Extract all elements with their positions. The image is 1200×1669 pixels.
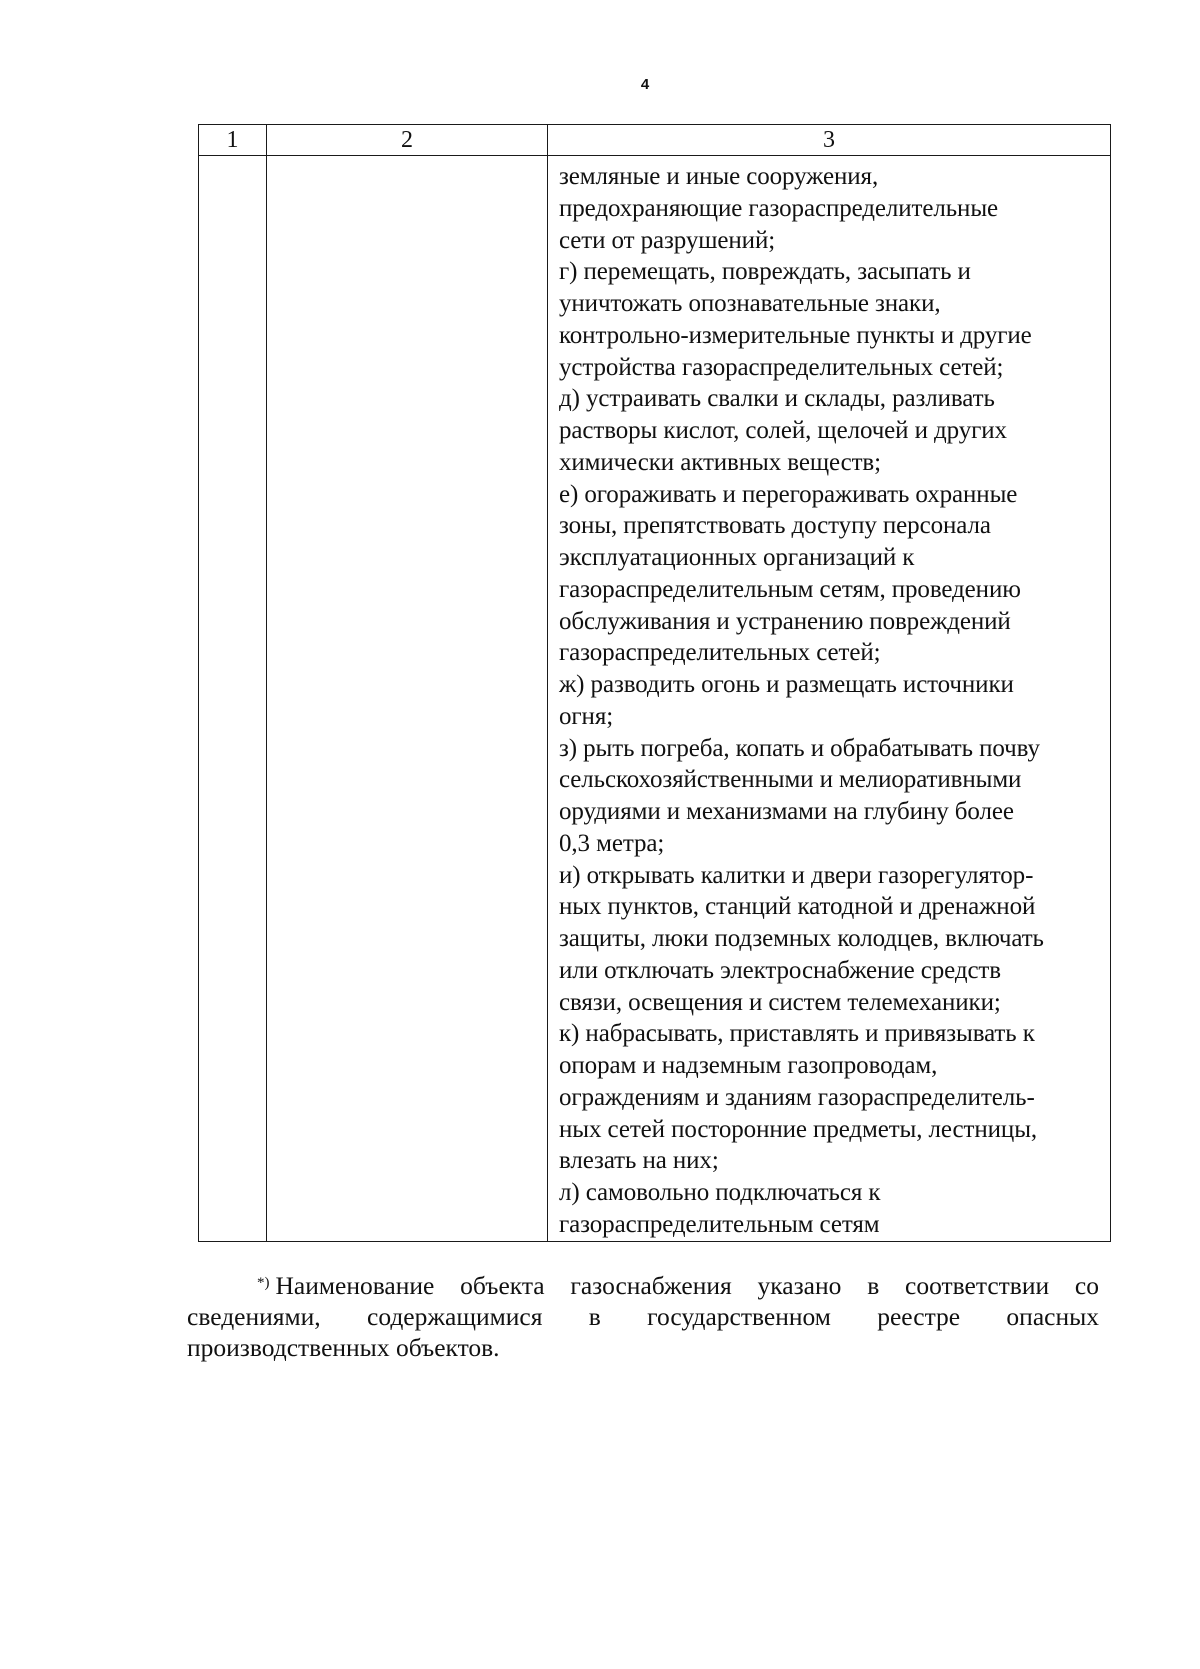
table-cell-text-line: растворы кислот, солей, щелочей и других <box>559 417 1007 444</box>
table-row <box>199 156 1111 1242</box>
table-cell-text-line: д) устраивать свалки и склады, разливать <box>559 385 995 413</box>
obligations-table <box>198 124 1111 1242</box>
table-cell-text-line: л) самовольно подключаться к <box>559 1179 881 1206</box>
table-cell-text-line: устройства газораспределительных сетей; <box>559 353 1004 381</box>
footnote-line <box>187 1270 1099 1301</box>
table-header-col-2: 2 <box>267 125 548 156</box>
table-cell-text-line: ограждениям и зданиям газораспределитель- <box>559 1083 1035 1111</box>
table-cell-text-line: предохраняющие газораспределительные <box>559 194 999 222</box>
table-cell-text-line: зоны, препятствовать доступу персонала <box>559 512 991 540</box>
footnote-line: производственных объектов. <box>187 1333 500 1362</box>
table-cell-text-line: ных пунктов, станций катодной и дренажной <box>559 893 1036 921</box>
page-number: 4 <box>640 76 650 93</box>
table-header-row <box>199 125 1111 156</box>
table-cell-text-line: защиты, люки подземных колодцев, включать <box>559 925 1044 952</box>
table-cell-text-line: химически активных веществ; <box>559 448 881 476</box>
table-cell-text-line: обслуживания и устранению повреждений <box>559 607 1011 635</box>
table-cell-text-line: влезать на них; <box>559 1147 719 1175</box>
table-cell-text-line: огня; <box>559 702 614 730</box>
table-cell-text-line: з) рыть погреба, копать и обрабатывать почву <box>559 734 1040 762</box>
table-cell-text-line: уничтожать опознавательные знаки, <box>559 290 941 317</box>
table-cell-text-line: сети от разрушений; <box>559 226 776 254</box>
table-cell-text-line: к) набрасывать, приставлять и привязывать к <box>559 1020 1035 1048</box>
table-cell-text-line: газораспределительным сетям, проведению <box>559 575 1021 603</box>
table-cell-col-1 <box>199 156 267 1242</box>
table-cell-text-line: эксплуатационных организаций к <box>559 544 915 571</box>
table-cell-text-line: орудиями и механизмами на глубину более <box>559 798 1014 825</box>
footnote-text-1: Наименование объекта газоснабжения указано в соответствии со <box>275 1271 1099 1300</box>
table-cell-text-line: газораспределительным сетям <box>559 1210 880 1238</box>
table-cell-text-line: и) открывать калитки и двери газорегулятор- <box>559 861 1034 889</box>
table-cell-text-line: ж) разводить огонь и размещать источники <box>559 671 1014 698</box>
table-cell-text-line: земляные и иные сооружения, <box>559 163 879 190</box>
table-cell-text-line: г) перемещать, повреждать, засыпать и <box>559 258 971 286</box>
table-cell-text-line: контрольно-измерительные пункты и другие <box>559 321 1032 349</box>
table-cell-text-line: ных сетей посторонние предметы, лестницы, <box>559 1115 1038 1143</box>
table-cell-text-line: е) огораживать и перегораживать охранные <box>559 480 1018 508</box>
table-cell-text-line: связи, освещения и систем телемеханики; <box>559 988 1001 1016</box>
table-cell-text-line: газораспределительных сетей; <box>559 639 881 667</box>
table-cell-text-line: или отключать электроснабжение средств <box>559 956 1001 984</box>
footnote <box>187 1270 1099 1363</box>
table-cell-col-2 <box>267 156 548 1242</box>
table-cell-text-line: опорам и надземным газопроводам, <box>559 1052 938 1079</box>
table-header-col-1: 1 <box>199 125 267 156</box>
table-cell-text-line: сельскохозяйственными и мелиоративными <box>559 766 1022 794</box>
footnote-line: сведениями, содержащимися в государственном реестре опасных <box>187 1302 1099 1331</box>
table-cell-col-3 <box>548 156 1111 1242</box>
table-cell-text-line: 0,3 метра; <box>559 829 665 857</box>
table-header-col-3: 3 <box>548 125 1111 156</box>
footnote-marker: *) <box>257 1275 270 1291</box>
